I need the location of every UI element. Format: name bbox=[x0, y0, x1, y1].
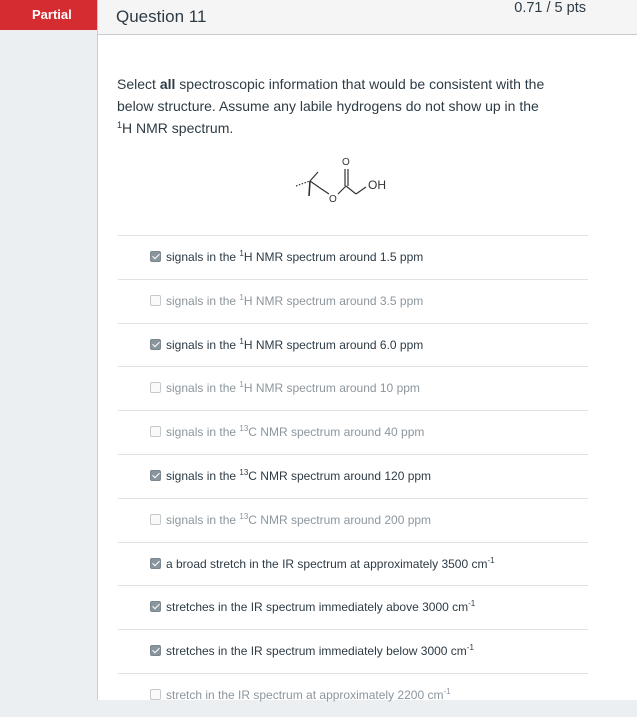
answer-label-text-end: H NMR spectrum around 3.5 ppm bbox=[243, 293, 424, 308]
hydroxyl-label: OH bbox=[368, 178, 386, 192]
carbonyl-oxygen-label: O bbox=[342, 157, 350, 168]
answer-label bbox=[166, 381, 420, 395]
answer-label-superscript: -1 bbox=[487, 555, 495, 565]
question-text-part1: Select bbox=[117, 76, 160, 92]
answer-label bbox=[166, 338, 423, 352]
answer-label-superscript: -1 bbox=[466, 643, 474, 653]
answer-label-superscript: -1 bbox=[443, 686, 451, 696]
checkbox-checked[interactable] bbox=[150, 251, 161, 262]
question-card bbox=[97, 0, 637, 700]
answer-label-text-end: C NMR spectrum around 200 ppm bbox=[248, 512, 432, 527]
answer-label-text: signals in the bbox=[166, 250, 240, 264]
answer-label bbox=[166, 250, 423, 264]
question-title: Question 11 bbox=[116, 7, 207, 26]
answer-label bbox=[166, 425, 424, 439]
answer-option[interactable] bbox=[118, 673, 588, 717]
checkbox-checked[interactable] bbox=[150, 470, 161, 481]
answer-option[interactable] bbox=[118, 454, 588, 498]
answer-label-text-end: C NMR spectrum around 40 ppm bbox=[248, 425, 425, 440]
question-text-part2: spectroscopic information that would be consistent with the below structure. Assume any labile hydrogens do not show up in the bbox=[117, 76, 545, 114]
answer-label-superscript: -1 bbox=[468, 599, 476, 609]
answer-label-text: signals in the bbox=[166, 293, 240, 308]
answer-label-text-end: H NMR spectrum around 1.5 ppm bbox=[243, 250, 424, 264]
answer-label-text-end: H NMR spectrum around 6.0 ppm bbox=[243, 337, 424, 352]
answer-label-superscript: 1 bbox=[239, 336, 244, 346]
checkbox-checked[interactable] bbox=[150, 601, 161, 612]
question-text-sup: 1 bbox=[117, 120, 123, 130]
question-header bbox=[98, 0, 637, 35]
answer-option[interactable] bbox=[118, 542, 588, 586]
answer-label-text: signals in the bbox=[166, 468, 240, 483]
checkbox-unchecked[interactable] bbox=[150, 514, 161, 525]
answer-label-text: signals in the bbox=[166, 337, 240, 352]
checkbox-unchecked[interactable] bbox=[150, 426, 161, 437]
answer-label-superscript: 13 bbox=[239, 467, 249, 477]
checkbox-unchecked[interactable] bbox=[150, 689, 161, 700]
answer-label bbox=[166, 557, 495, 571]
answer-label bbox=[166, 644, 474, 658]
molecule-structure bbox=[288, 150, 418, 210]
answer-label-text: signals in the bbox=[166, 425, 240, 440]
checkbox-unchecked[interactable] bbox=[150, 295, 161, 306]
answer-option[interactable] bbox=[118, 323, 588, 367]
checkbox-checked[interactable] bbox=[150, 339, 161, 350]
question-text-bold: all bbox=[159, 76, 176, 92]
answer-label-superscript: 1 bbox=[239, 380, 244, 390]
answer-label-text: stretches in the IR spectrum immediately above 3000 cm bbox=[166, 600, 469, 615]
answer-label bbox=[166, 294, 423, 308]
answer-label bbox=[166, 600, 475, 614]
question-text-part3: H NMR spectrum. bbox=[122, 120, 234, 136]
answer-option[interactable] bbox=[118, 498, 588, 542]
ester-oxygen-label: O bbox=[329, 194, 337, 205]
status-badge bbox=[0, 0, 108, 30]
answer-label-text: signals in the bbox=[166, 381, 240, 396]
answer-option[interactable] bbox=[118, 410, 588, 454]
answer-option[interactable] bbox=[118, 366, 588, 410]
answer-label-text: signals in the bbox=[166, 512, 240, 527]
question-points: 0.71 / 5 pts bbox=[514, 0, 586, 16]
answer-option[interactable] bbox=[118, 629, 588, 673]
answer-label-superscript: 13 bbox=[239, 511, 249, 521]
answer-label-text: a broad stretch in the IR spectrum at approximately 3500 cm bbox=[166, 556, 488, 571]
answer-option[interactable] bbox=[118, 585, 588, 629]
answer-option[interactable] bbox=[118, 279, 588, 323]
checkbox-unchecked[interactable] bbox=[150, 382, 161, 393]
answer-option[interactable] bbox=[118, 235, 588, 279]
checkbox-checked[interactable] bbox=[150, 558, 161, 569]
answer-label-superscript: 1 bbox=[239, 292, 244, 302]
answer-label-text-end: C NMR spectrum around 120 ppm bbox=[248, 468, 432, 483]
status-badge-label: Partial bbox=[32, 7, 72, 22]
answer-label bbox=[166, 513, 431, 527]
answer-list bbox=[118, 235, 588, 717]
answer-label bbox=[166, 469, 431, 483]
answer-label-superscript: 1 bbox=[239, 249, 244, 258]
checkbox-checked[interactable] bbox=[150, 645, 161, 656]
answer-label-text: stretch in the IR spectrum at approximately 2200 cm bbox=[166, 687, 444, 702]
answer-label-superscript: 13 bbox=[239, 424, 249, 434]
answer-label-text: stretches in the IR spectrum immediately below 3000 cm bbox=[166, 644, 467, 659]
question-text bbox=[117, 73, 547, 139]
answer-label-text-end: H NMR spectrum around 10 ppm bbox=[243, 381, 420, 396]
